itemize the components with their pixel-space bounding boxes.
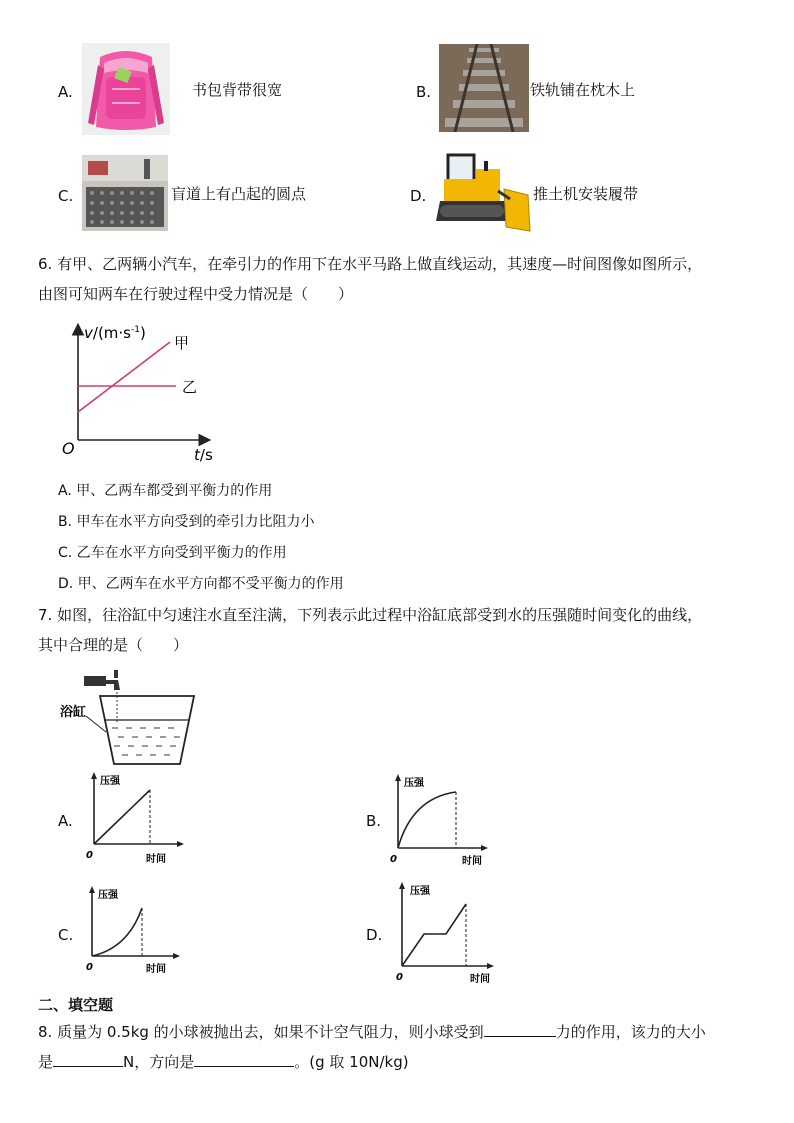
q6-option-c: C. 乙车在水平方向受到平衡力的作用 [58,545,287,561]
q8-line2-text-b: N，方向是 [123,1053,195,1071]
svg-text:0: 0 [390,854,397,865]
faucet-icon [84,676,106,686]
q6-stem-line2: 由图可知两车在行驶过程中受力情况是（ ） [38,285,354,303]
svg-text:时间: 时间 [470,974,490,985]
tactile-paving-photo [82,155,168,231]
q6-option-b: B. 甲车在水平方向受到的牵引力比阻力小 [58,514,315,530]
q8-line1-text-b: 力的作用，该力的大小 [555,1023,706,1041]
q8-line1-text-a: 8. 质量为 0.5kg 的小球被抛出去，如果不计空气阻力，则小球受到 [38,1023,484,1041]
q7-stem-line1: 7. 如图，往浴缸中匀速注水直至注满，下列表示此过程中浴缸底部受到水的压强随时间变化的曲线， [38,606,703,624]
bulldozer-photo [432,149,532,239]
svg-text:0: 0 [86,850,93,861]
svg-text:压强: 压强 [410,886,430,897]
q5-b-label: B. [416,83,432,101]
q6-velocity-time-graph [58,318,218,468]
q7-b-label: B. [366,812,382,830]
bathtub-diagram [56,666,202,768]
q7-a-label: A. [58,812,73,830]
svg-text:时间: 时间 [146,964,166,975]
q7-d-label: D. [366,926,383,944]
q6-origin: O [62,439,75,458]
q5-b-text: 铁轨铺在枕木上 [530,81,636,99]
q6-option-a: A. 甲、乙两车都受到平衡力的作用 [58,483,273,499]
q8-line2-text-c: 。(g 取 10N/kg) [294,1053,409,1071]
svg-text:压强: 压强 [404,778,424,789]
q6-option-d: D. 甲、乙两车在水平方向都不受平衡力的作用 [58,576,344,592]
q5-c-label: C. [58,187,74,205]
q8-line2-text-a: 是 [38,1053,54,1071]
section-title: 二、填空题 [38,996,114,1014]
q8-blank-2[interactable] [53,1052,123,1067]
q6-label-jia: 甲 [174,334,190,352]
q7-c-label: C. [58,926,74,944]
q6-line-jia [78,342,170,412]
q6-stem-line1: 6. 有甲、乙两辆小汽车，在牵引力的作用下在水平马路上做直线运动，其速度—时间图像如图所示， [38,255,703,273]
svg-text:压强: 压强 [98,890,118,901]
q5-a-label: A. [58,83,73,101]
svg-text:0: 0 [396,972,403,983]
q7-stem-line2: 其中合理的是（ ） [38,636,189,654]
q8-line2 [38,1052,409,1072]
q5-d-label: D. [410,187,427,205]
svg-text:时间: 时间 [146,854,166,865]
q5-d-text: 推土机安装履带 [533,185,639,203]
q5-a-text: 书包背带很宽 [192,81,283,99]
q6-y-axis-label: $v/(m\cdot s^{-1})$ [84,324,146,342]
q8-blank-3[interactable] [194,1052,294,1067]
q5-c-text: 盲道上有凸起的圆点 [171,185,307,203]
q6-x-axis-label: t/s [194,446,213,464]
railway-track-photo [439,44,529,132]
tub-label: 浴缸 [60,705,87,720]
q8-blank-1[interactable] [484,1022,556,1037]
svg-text:0: 0 [86,962,93,973]
pink-backpack-photo [82,43,170,135]
q8-line1 [38,1022,706,1042]
svg-text:时间: 时间 [462,856,482,867]
svg-text:压强: 压强 [100,776,120,787]
q6-label-yi: 乙 [182,378,198,396]
